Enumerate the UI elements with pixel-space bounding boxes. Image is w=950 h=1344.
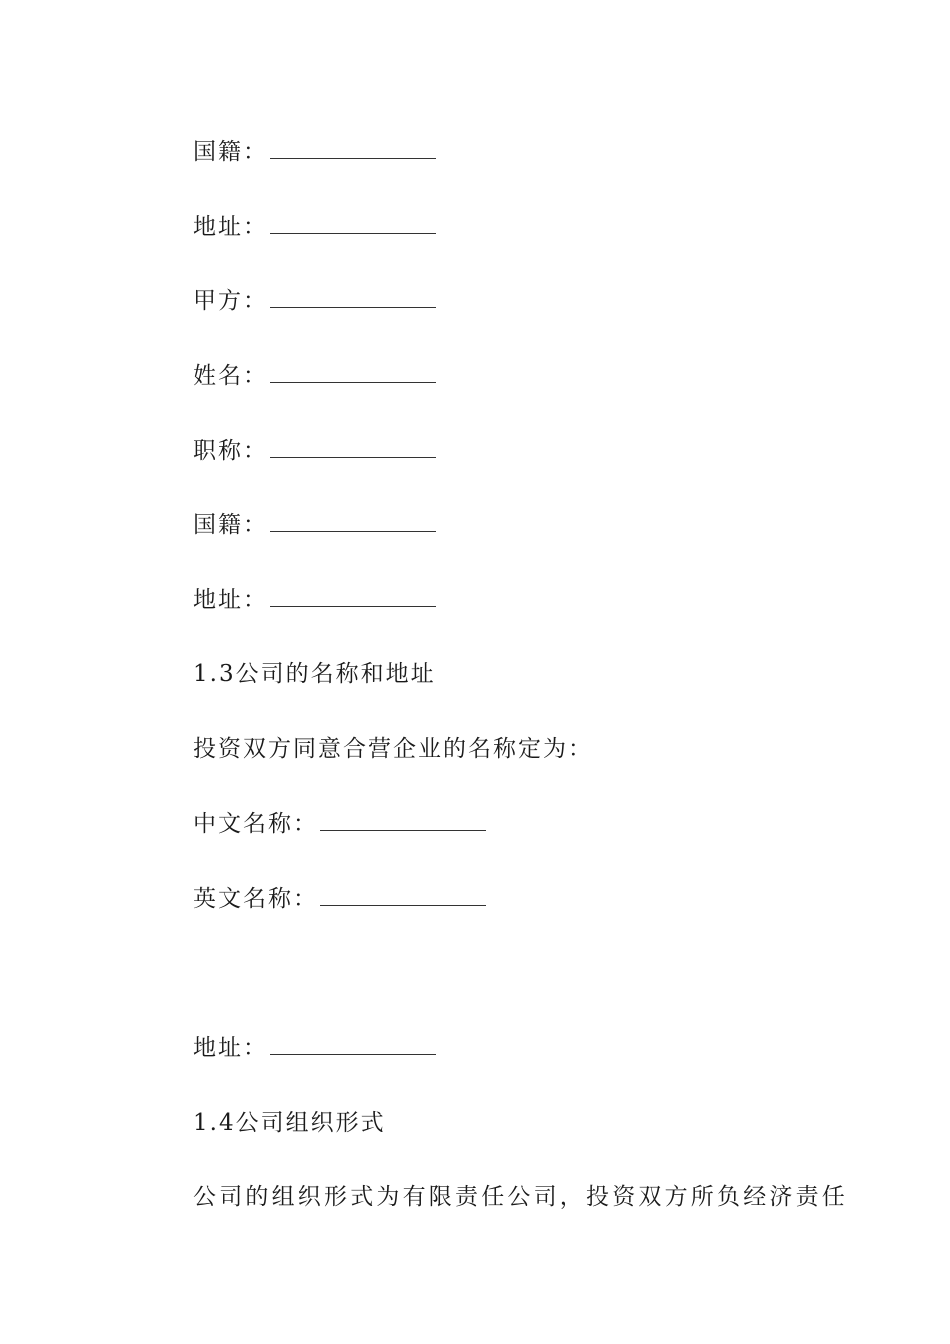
field-name [193,361,436,391]
field-address-2 [193,585,436,615]
fill-in-blank[interactable] [270,364,436,383]
field-title [193,436,436,466]
field-chinese-name [193,809,486,839]
section-1-3-heading: 1.3公司的名称和地址 [193,661,436,687]
field-label: 职称： [193,438,268,464]
fill-in-blank[interactable] [270,140,436,159]
fill-in-blank[interactable] [270,439,436,458]
fill-in-blank[interactable] [270,513,436,532]
field-label: 地址： [193,1035,268,1061]
field-label: 地址： [193,214,268,240]
fill-in-blank[interactable] [320,812,486,831]
field-label: 甲方： [193,288,268,314]
field-label: 姓名： [193,363,268,389]
field-label: 中文名称： [193,811,318,837]
field-label: 国籍： [193,139,268,165]
section-1-4-body: 公司的组织形式为有限责任公司，投资双方所负经济责任 [193,1184,848,1210]
section-1-3-intro: 投资双方同意合营企业的名称定为： [193,736,593,762]
fill-in-blank[interactable] [270,215,436,234]
section-1-4-heading: 1.4公司组织形式 [193,1110,386,1136]
field-party-a [193,286,436,316]
field-nationality-1 [193,137,436,167]
field-company-address [193,1033,436,1063]
fill-in-blank[interactable] [270,1036,436,1055]
field-label: 英文名称： [193,886,318,912]
field-label: 地址： [193,587,268,613]
fill-in-blank[interactable] [270,289,436,308]
field-english-name [193,884,486,914]
field-nationality-2 [193,510,436,540]
fill-in-blank[interactable] [320,887,486,906]
fill-in-blank[interactable] [270,588,436,607]
field-label: 国籍： [193,512,268,538]
field-address-1 [193,212,436,242]
